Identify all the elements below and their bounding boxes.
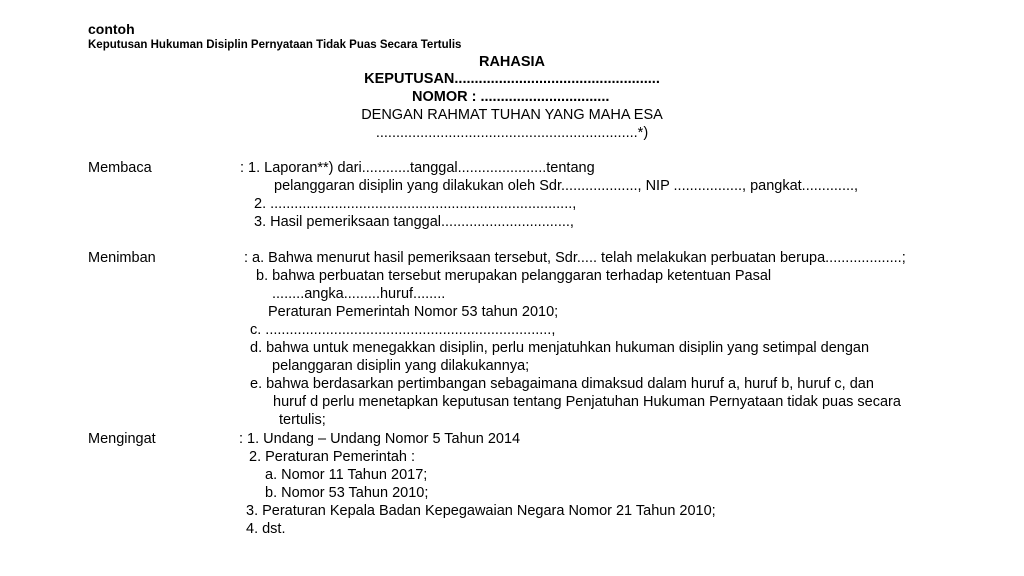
mengingat-line-2b: b. Nomor 53 Tahun 2010; [265, 485, 429, 501]
membaca-line-2: pelanggaran disiplin yang dilakukan oleh Sdr..................., NIP ................., pangkat............., [274, 178, 859, 194]
menimban-line-e: e. bahwa berdasarkan pertimbangan sebagaimana dimaksud dalam huruf a, huruf b, huruf c, dan [250, 376, 874, 392]
menimban-line-d: d. bahwa untuk menegakkan disiplin, perlu menjatuhkan hukuman disiplin yang setimpal dengan [250, 340, 870, 356]
menimban-line-c: c. ......................................................................., [250, 322, 556, 338]
header-contoh: contoh [88, 21, 135, 37]
mengingat-line-2: 2. Peraturan Pemerintah : [249, 449, 416, 465]
menimban-label: Menimban [88, 250, 156, 266]
title-dengan-rahmat: DENGAN RAHMAT TUHAN YANG MAHA ESA [361, 107, 663, 123]
menimban-line-d2: pelanggaran disiplin yang dilakukannya; [272, 358, 530, 374]
membaca-line-4: 3. Hasil pemeriksaan tanggal................................, [254, 214, 574, 230]
mengingat-line-2a: a. Nomor 11 Tahun 2017; [265, 467, 428, 483]
menimban-line-e3: tertulis; [279, 412, 326, 428]
title-nomor: NOMOR : ................................ [412, 89, 610, 105]
menimban-line-b3: Peraturan Pemerintah Nomor 53 tahun 2010; [268, 304, 559, 320]
mengingat-line-4: 4. dst. [246, 521, 286, 537]
mengingat-line-3: 3. Peraturan Kepala Badan Kepegawaian Negara Nomor 21 Tahun 2010; [246, 503, 716, 519]
membaca-line-3: 2. ..........................................................................., [254, 196, 577, 212]
menimban-line-b2: ........angka.........huruf........ [272, 286, 446, 302]
menimban-line-a: : a. Bahwa menurut hasil pemeriksaan tersebut, Sdr..... telah melakukan perbuatan berupa...................; [244, 250, 906, 266]
header-subtitle: Keputusan Hukuman Disiplin Pernyataan Tidak Puas Secara Tertulis [88, 39, 462, 51]
menimban-line-b: b. bahwa perbuatan tersebut merupakan pelanggaran terhadap ketentuan Pasal [256, 268, 772, 284]
title-rahasia: RAHASIA [478, 54, 546, 70]
mengingat-label: Mengingat [88, 431, 156, 447]
membaca-label: Membaca [88, 160, 152, 176]
membaca-line-1: : 1. Laporan**) dari............tanggal......................tentang [240, 160, 595, 176]
menimban-line-e2: huruf d perlu menetapkan keputusan tentang Penjatuhan Hukuman Pernyataan tidak puas secara [273, 394, 901, 410]
mengingat-line-1: : 1. Undang – Undang Nomor 5 Tahun 2014 [239, 431, 521, 447]
title-keputusan: KEPUTUSAN................................................... [364, 71, 660, 87]
title-dots: .................................................................*) [375, 125, 649, 141]
